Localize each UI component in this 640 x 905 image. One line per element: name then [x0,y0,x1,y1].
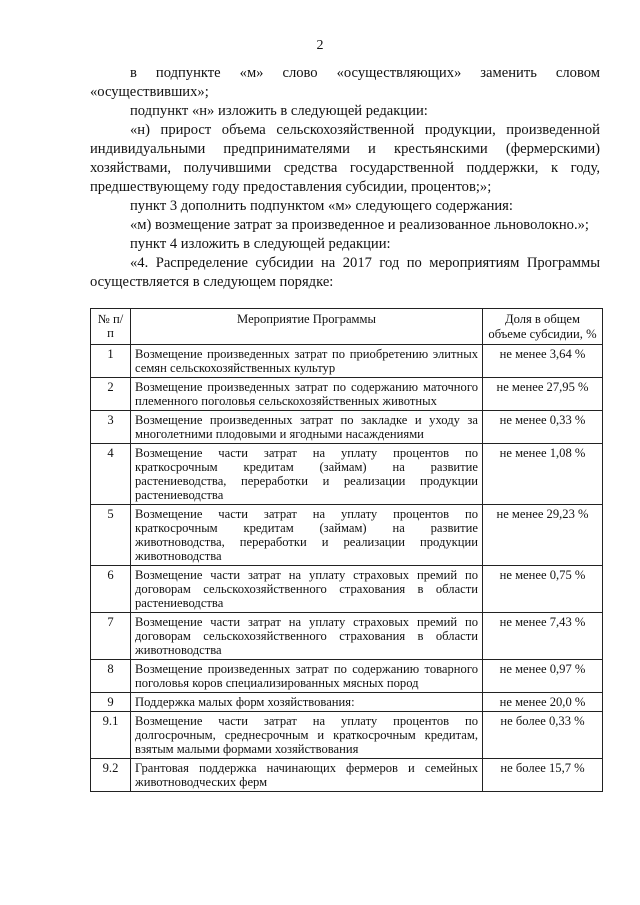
row-share: не менее 0,33 % [483,411,603,444]
table-row [91,444,603,505]
paragraph: пункт 4 изложить в следующей редакции: [130,236,391,252]
row-activity: Возмещение произведенных затрат по приобретению элитных семян сельскохозяйственных культур [131,345,483,378]
row-activity: Возмещение части затрат на уплату страховых премий по договорам сельскохозяйственного страхования в области растениеводства [131,566,483,613]
row-activity: Возмещение части затрат на уплату страховых премий по договорам сельскохозяйственного страхования в области животноводства [131,613,483,660]
row-activity: Возмещение части затрат на уплату процентов по краткосрочным кредитам (займам) на развитие растениеводства, переработки и реализации продукции растениеводства [131,444,483,505]
page-number: 2 [316,38,324,53]
table-row [91,712,603,759]
row-share: не менее 29,23 % [483,505,603,566]
table-row [91,613,603,660]
row-activity: Возмещение части затрат на уплату процентов по долгосрочным, среднесрочным и краткосрочным кредитам, взятым малыми формами хозяйствования [131,712,483,759]
row-number: 1 [91,345,131,378]
row-number: 9.2 [91,759,131,792]
paragraph: «м) возмещение затрат за произведенное и реализованное льноволокно.»; [130,217,589,233]
header-num: № п/п [91,309,131,345]
table-row [91,693,603,712]
row-number: 9.1 [91,712,131,759]
row-number: 5 [91,505,131,566]
row-share: не менее 7,43 % [483,613,603,660]
table-header-row [91,309,603,345]
row-share: не менее 0,97 % [483,660,603,693]
table-row [91,660,603,693]
subsidy-distribution-table [90,308,603,792]
row-share: не более 15,7 % [483,759,603,792]
table-row [91,505,603,566]
row-share: не более 0,33 % [483,712,603,759]
paragraph: «н) прирост объема сельскохозяйственной продукции, произведенной индивидуальными предпринимателями и крестьянскими (фермерскими) хозяйствами, получившими средства государственной поддержки, к году, предшествующему году предоставления субсидии, процентов;»; [90,122,600,195]
header-share: Доля в общем объеме субсидии, % [483,309,603,345]
row-activity: Возмещение произведенных затрат по содержанию товарного поголовья коров специализированных мясных пород [131,660,483,693]
row-activity: Возмещение произведенных затрат по закладке и уходу за многолетними плодовыми и ягодными насаждениями [131,411,483,444]
header-activity: Мероприятие Программы [131,309,483,345]
row-number: 6 [91,566,131,613]
paragraph: подпункт «н» изложить в следующей редакции: [130,103,428,119]
body-text [90,64,600,292]
row-number: 4 [91,444,131,505]
row-share: не менее 1,08 % [483,444,603,505]
table-body [91,345,603,792]
row-share: не менее 3,64 % [483,345,603,378]
row-activity: Грантовая поддержка начинающих фермеров и семейных животноводческих ферм [131,759,483,792]
row-number: 9 [91,693,131,712]
row-number: 7 [91,613,131,660]
row-activity: Возмещение произведенных затрат по содержанию маточного племенного поголовья сельскохозяйственных животных [131,378,483,411]
paragraph: пункт 3 дополнить подпунктом «м» следующего содержания: [130,198,513,214]
paragraph: «4. Распределение субсидии на 2017 год по мероприятиям Программы осуществляется в следующем порядке: [90,255,600,290]
row-share: не менее 20,0 % [483,693,603,712]
row-number: 3 [91,411,131,444]
row-number: 8 [91,660,131,693]
row-number: 2 [91,378,131,411]
row-share: не менее 0,75 % [483,566,603,613]
paragraph: в подпункте «м» слово «осуществляющих» заменить словом «осуществивших»; [90,65,600,100]
table-row [91,566,603,613]
row-activity: Возмещение части затрат на уплату процентов по краткосрочным кредитам (займам) на развитие животноводства, переработки и реализации продукции животноводства [131,505,483,566]
row-share: не менее 27,95 % [483,378,603,411]
table-row [91,411,603,444]
table-row [91,345,603,378]
table-row [91,759,603,792]
table-row [91,378,603,411]
row-activity: Поддержка малых форм хозяйствования: [131,693,483,712]
